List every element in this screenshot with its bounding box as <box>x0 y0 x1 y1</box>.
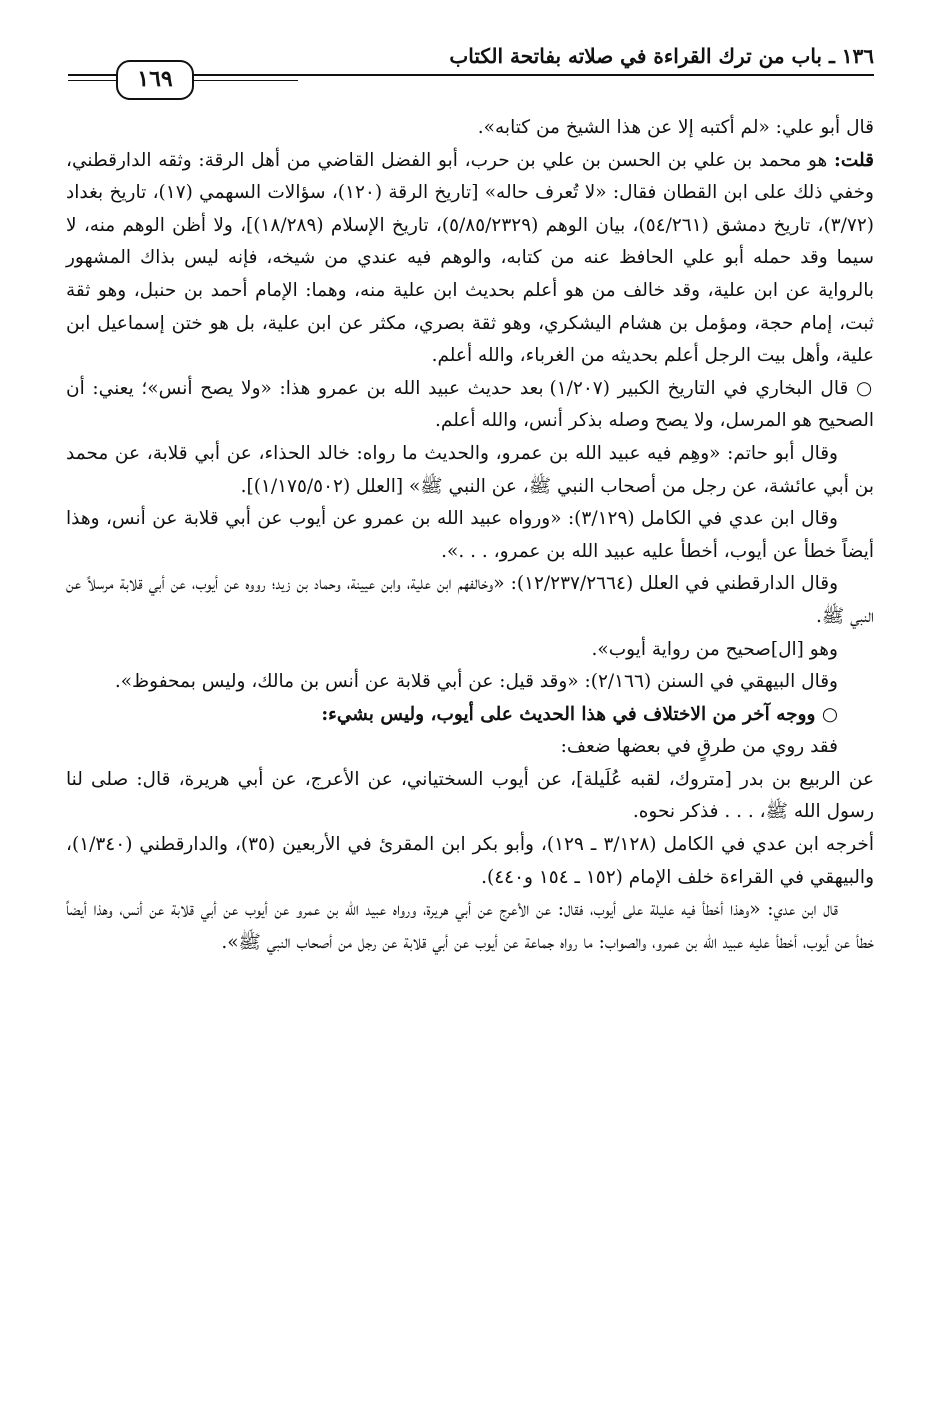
paragraph: ○ قال البخاري في التاريخ الكبير (١/٢٠٧) بعد حديث عبيد الله بن عمرو هذا: «ولا يصح أنس»؛ يعني: أن الصحيح هو المرسل، ولا يصح وصله بذكر أنس، والله أعلم. <box>66 377 874 432</box>
paragraph: فقد روي من طرقٍ في بعضها ضعف: <box>560 736 838 758</box>
paragraph: عن الربيع بن بدر [متروك، لقبه عُلَيلة]، عن أيوب السختياني، عن الأعرج، عن أبي هريرة، قال: صلى لنا رسول الله ﷺ، . . . فذكر نحوه. <box>66 768 874 823</box>
paragraph: قلت: هو محمد بن علي بن الحسن بن علي بن حرب، أبو الفضل القاضي من أهل الرقة: وثقه الدارقطني، وخفي ذلك على ابن القطان فقال: «لا تُعرف حاله» [تاريخ الرقة (١٢٠)، سؤالات السهمي (١٧)، تاريخ بغداد (٣/٧٢)، تاريخ دمشق (٥٤/٢٦١)، بيان الوهم (٥/٨٥/٢٣٢٩)، تاريخ الإسلام (١٨/٢٨٩)]، ولا أظن الوهم منه، لا سيما وقد حمله أبو علي الحافظ عنه من كتابه، والوهم فيه عندي من شيخه، فإنه ليس بذاك المشهور بالرواية عن ابن علية، وقد خالف من هو أعلم بحديث ابن علية منه، وهما: الإمام أحمد بن حنبل، وهو ثقة ثبت، إمام حجة، ومؤمل بن هشام اليشكري، وهو ثقة بصري، مكثر عن ابن علية، بل هو ختن إسماعيل ابن علية، وأهل بيت الرجل أعلم بحديثه من الغرباء، والله أعلم. <box>66 149 874 367</box>
paragraph: وقال ابن عدي في الكامل (٣/١٢٩): «ورواه عبيد الله بن عمرو عن أيوب عن أبي قلابة عن أنس، وهذا أيضاً خطأ عن أيوب، أخطأ عليه عبيد الله بن عمرو، . . .». <box>66 508 874 562</box>
running-title: ١٣٦ ـ باب من ترك القراءة في صلاته بفاتحة الكتاب <box>449 44 874 68</box>
paragraph: قال أبو علي: «لم أكتبه إلا عن هذا الشيخ من كتابه». <box>477 117 874 138</box>
paragraph: وقال الدارقطني في العلل (١٢/٢٣٧/٢٦٦٤): «وخالفهم ابن علية، وابن عيينة، وحماد بن زيد؛ رووه عن أيوب، عن أبي قلابة مرسلاً عن النبي ﷺ. <box>66 573 874 627</box>
page-header <box>68 40 874 100</box>
bullet-icon: ○ <box>856 377 874 399</box>
paragraph: وقال البيهقي في السنن (٢/١٦٦): «وقد قيل: عن أبي قلابة عن أنس بن مالك، وليس بمحفوظ». <box>114 671 838 693</box>
page-body <box>66 112 874 959</box>
paragraph: قال ابن عدي: «وهذا أخطأ فيه عليلة على أيوب، فقال: عن الأعرج عن أبي هريرة، ورواه عبيد الله بن عمرو عن أيوب عن أبي قلابة عن أنس، وهذا أيضاً خطأ عن أيوب، أخطأ عليه عبيد الله بن عمرو، والصواب: ما رواه جماعة عن أيوب عن أبي قلابة عن رجل من أصحاب النبي ﷺ». <box>66 899 874 953</box>
section-heading: ○ ووجه آخر من الاختلاف في هذا الحديث على أيوب، وليس بشيء: <box>321 703 838 725</box>
paragraph: وهو [ال]صحيح من رواية أيوب». <box>591 638 838 660</box>
paragraph: أخرجه ابن عدي في الكامل (٣/١٢٨ ـ ١٢٩)، وأبو بكر ابن المقرئ في الأربعين (٣٥)، والدارقطني (١/٣٤٠)، والبيهقي في القراءة خلف الإمام (١٥٢ ـ ١٥٤ و٤٤٠). <box>66 834 874 888</box>
paragraph-lead: قلت: <box>834 149 874 171</box>
page-number: ١٦٩ <box>116 60 194 100</box>
paragraph: وقال أبو حاتم: «وهِم فيه عبيد الله بن عمرو، والحديث ما رواه: خالد الحذاء، عن أبي قلابة، عن محمد بن أبي عائشة، عن رجل من أصحاب النبي ﷺ، عن النبي ﷺ» [العلل (١/١٧٥/٥٠٢)]. <box>66 442 874 497</box>
